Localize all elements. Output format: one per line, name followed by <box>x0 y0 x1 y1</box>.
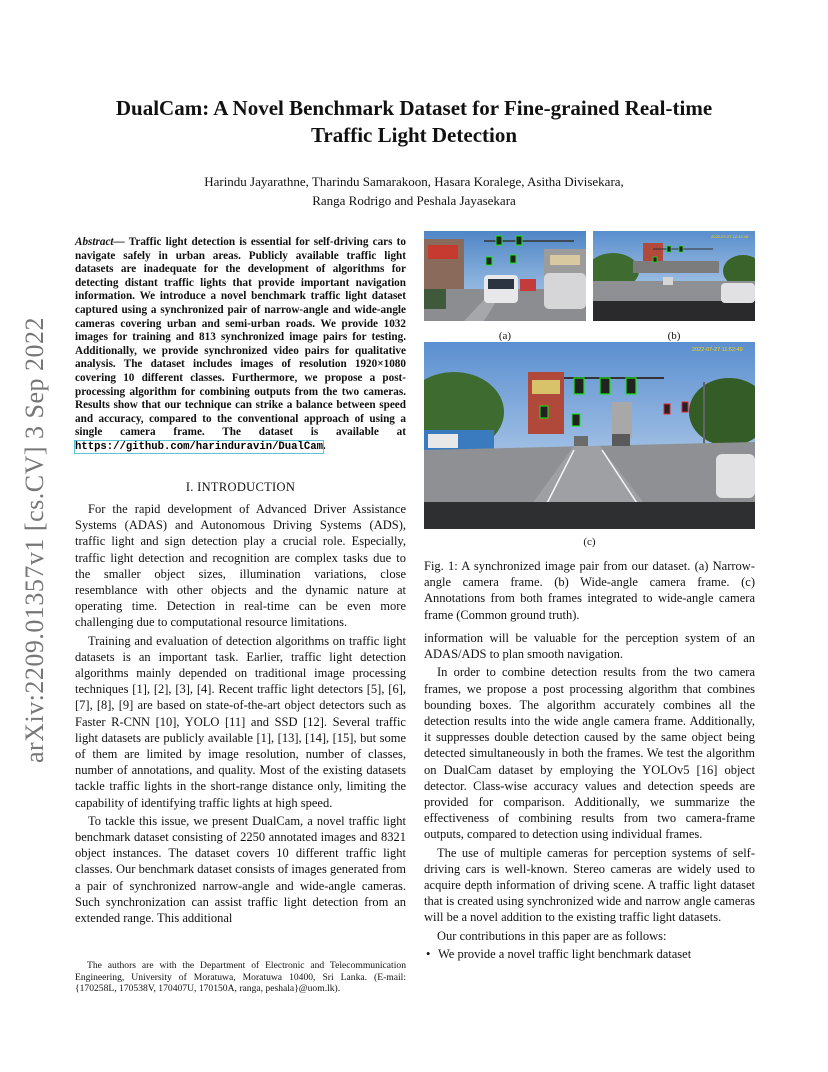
subfigure-label-a: (a) <box>498 330 512 342</box>
author-list <box>100 172 728 210</box>
paragraph: In order to combine detection results from the two camera frames, we propose a post processing algorithm that combines bounding boxes. The algorithm accurately combines all the detection results into the wide angle camera frame. Additionally, it suppresses double detection caused by the same object being detected simultaneously in both the frames. We test the algorithm on DualCam dataset by employing the YOLOv5 [16] object detector. Class-wise accuracy values and detection speeds are provided for comparison. Additionally, we summarize the effectiveness of combining results from two camera-frame outputs, compared to detection using individual frames. <box>424 665 755 842</box>
paragraph: information will be valuable for the perception system of an ADAS/ADS to plan smooth navigation. <box>424 631 755 662</box>
author-affiliation-footnote: The authors are with the Department of Electronic and Telecommunication Engineering, University of Moratuwa, Moratuwa 10400, Sri Lanka. (E-mail: {170258L, 170538V, 170407U, 170150A, ranga, peshala}@uom.lk). <box>75 960 406 995</box>
arxiv-side-stamp: arXiv:2209.01357v1 [cs.CV] 3 Sep 2022 <box>20 317 49 764</box>
left-column-body <box>75 501 406 928</box>
paragraph: For the rapid development of Advanced Driver Assistance Systems (ADAS) and Autonomous Driving Systems (ADS), traffic light and sign detection play a crucial role. Especially, traffic light detection and recognition are complex tasks due to the smaller object sizes, illumination variations, close resemblance with other objects and the dynamic nature at operating time. Detection in real-time can be even more challenging due to computational resource limitations. <box>75 502 406 630</box>
right-column-body <box>424 630 755 964</box>
abstract-label: Abstract <box>75 236 114 248</box>
authors-line-2: Ranga Rodrigo and Peshala Jayasekara <box>312 193 516 208</box>
title-line-1: DualCam: A Novel Benchmark Dataset for Fine-grained Real-time <box>115 96 713 120</box>
figure-image-a <box>424 231 586 321</box>
paragraph: The use of multiple cameras for perception systems of self-driving cars is well-known. Stereo cameras are widely used to acquire depth information of driving scene. A traffic light dataset that is created using synchronized wide and narrow angle cameras will be a novel addition to the existing traffic light datasets. <box>424 845 755 925</box>
abstract <box>75 236 406 455</box>
title-line-2: Traffic Light Detection <box>310 123 518 147</box>
figure-caption: Fig. 1: A synchronized image pair from our dataset. (a) Narrow-angle camera frame. (b) Wide-angle camera frame. (c) Annotations from both frames integrated to wide-angle camera frame (Common ground truth). <box>424 559 755 622</box>
paper-title <box>60 95 768 149</box>
dataset-link[interactable]: https://github.com/harinduravin/DualCam <box>75 440 323 453</box>
timestamp-b: 2022-07-27 12:12:48 <box>711 234 749 239</box>
section-heading-introduction: I. INTRODUCTION <box>185 480 296 494</box>
figure-image-c <box>424 342 755 529</box>
figure-image-b <box>593 231 755 321</box>
paragraph: Training and evaluation of detection algorithms on traffic light datasets is an important task. Earlier, traffic light detection algorithms mainly depended on traditional image processing techniques [1], [2], [3], [4]. Recent traffic light detectors [5], [6], [7], [8], [9] are based on state-of-the-art object detectors such as Faster R-CNN [10], YOLO [11] and SSD [12]. Several traffic light datasets are publicly available [1], [13], [14], [15], but some of them are limited by image resolution, number of classes, number of annotations, and quality. Most of the existing datasets tackle traffic lights in the short-range distance only, limiting the capability of identifying traffic lights at high speed. <box>75 633 406 810</box>
authors-line-1: Harindu Jayarathne, Tharindu Samarakoon, Hasara Koralege, Asitha Divisekara, <box>204 174 624 189</box>
subfigure-label-b: (b) <box>667 330 681 342</box>
timestamp-c: 2022-07-27 11:52:49 <box>692 347 743 353</box>
subfigure-label-c: (c) <box>583 536 596 548</box>
contribution-bullet: • We provide a novel traffic light benchmark dataset <box>424 946 755 962</box>
abstract-text: Traffic light detection is essential for self-driving cars to navigate safely in urban areas. Publicly available traffic light datasets are inadequate for the development of algorithms for detecting distant traffic lights that provide important navigation information. We introduce a novel benchmark traffic light dataset captured using a synchronized pair of narrow-angle and wide-angle cameras covering urban and semi-urban roads. We provide 1032 images for training and 813 synchronized image pairs for testing. Additionally, we provide synchronized video pairs for qualitative analysis. The dataset includes images of resolution 1920×1080 covering 10 different classes. Furthermore, we propose a post-processing algorithm for combining outputs from the two cameras. Results show that our technique can strike a balance between speed and accuracy, compared to the conventional approach of using a single camera frame. The dataset is available at <box>75 236 406 439</box>
abstract-dash: — <box>113 236 129 248</box>
paragraph: To tackle this issue, we present DualCam, a novel traffic light benchmark dataset consisting of 2250 annotated images and 8321 object instances. The dataset covers 10 different traffic light classes. Our benchmark dataset consists of images generated from a pair of synchronized narrow-angle and wide-angle cameras. Such synchronization can assist traffic light detection from an extended range. This additional <box>75 813 406 926</box>
abstract-end: . <box>322 439 326 452</box>
paragraph: Our contributions in this paper are as follows: <box>437 928 667 943</box>
